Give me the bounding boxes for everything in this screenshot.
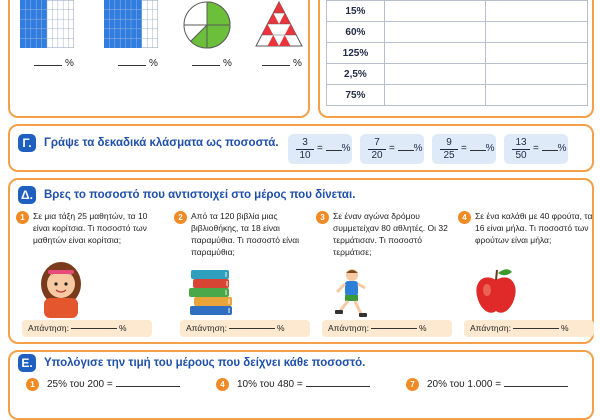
calc-item[interactable] xyxy=(216,378,370,391)
fraction-answer-blank[interactable] xyxy=(398,150,414,151)
calc-text: 25% του 200 = xyxy=(47,379,113,391)
problem-card xyxy=(174,208,310,338)
section-d-title: Βρες το ποσοστό που αντιστοιχεί στο μέρος που δίνεται. xyxy=(44,189,356,201)
section-e-title: Υπολόγισε την τιμή του μέρους που δείχνει κάθε ποσοστό. xyxy=(44,357,366,369)
problem-2-answer[interactable]: Απάντηση: % xyxy=(180,320,310,337)
pie-figure xyxy=(182,0,232,50)
table-row xyxy=(327,43,588,64)
hundred-grid-figure-1 xyxy=(20,0,74,48)
table-cell-answer[interactable] xyxy=(486,43,588,64)
table-row xyxy=(327,1,588,22)
table-cell-percent: 15% xyxy=(327,1,385,22)
problem-number: 4 xyxy=(458,211,471,224)
table-cell-answer[interactable] xyxy=(486,22,588,43)
problem-4-answer[interactable]: Απάντηση: % xyxy=(464,320,594,337)
fraction-item[interactable]: $\frac{13}{50}$ = % xyxy=(504,134,568,164)
calc-item[interactable] xyxy=(406,378,568,391)
table-cell-answer[interactable] xyxy=(486,85,588,106)
table-cell-percent: 125% xyxy=(327,43,385,64)
problem-3-answer[interactable]: Απάντηση: % xyxy=(322,320,452,337)
fraction-numerator: 9 xyxy=(440,137,458,150)
triangle-figure xyxy=(254,0,304,48)
calc-answer-blank[interactable] xyxy=(306,386,370,387)
books-illustration xyxy=(186,270,236,316)
section-e-badge: Ε. xyxy=(18,354,36,372)
table-cell-answer[interactable] xyxy=(486,64,588,85)
apple-illustration xyxy=(474,266,518,316)
section-g-card xyxy=(8,124,594,172)
table-row xyxy=(327,85,588,106)
table-cell-answer[interactable] xyxy=(486,1,588,22)
table-row xyxy=(327,64,588,85)
table-cell-answer[interactable] xyxy=(384,85,486,106)
fraction-denominator: 10 xyxy=(299,150,311,161)
fraction-item[interactable]: $\frac{3}{10}$ = % xyxy=(288,134,352,164)
section-g-title: Γράψε τα δεκαδικά κλάσματα ως ποσοστά. xyxy=(44,137,279,149)
table-cell-answer[interactable] xyxy=(384,64,486,85)
problem-card xyxy=(458,208,594,338)
calc-answer-blank[interactable] xyxy=(504,386,568,387)
problem-text: Σε μια τάξη 25 μαθητών, τα 10 είναι κορίτσια. Τι ποσοστό των μαθητών είναι κορίτσια; xyxy=(33,211,148,245)
table-cell-percent: 75% xyxy=(327,85,385,106)
fraction-answer-blank[interactable] xyxy=(326,150,342,151)
fraction-item[interactable]: $\frac{7}{20}$ = % xyxy=(360,134,424,164)
problem-card xyxy=(316,208,452,338)
problem-text: Σε ένα καλάθι με 40 φρούτα, τα 16 είναι μήλα. Τι ποσοστό των φρούτων είναι μήλα; xyxy=(475,211,593,245)
table-row xyxy=(327,22,588,43)
figure-3-answer[interactable]: % xyxy=(192,58,232,69)
calc-number: 7 xyxy=(406,378,419,391)
calc-text: 20% του 1.000 = xyxy=(427,379,502,391)
calc-item[interactable] xyxy=(26,378,180,391)
table-cell-answer[interactable] xyxy=(384,1,486,22)
problem-text: Σε έναν αγώνα δρόμου συμμετείχαν 80 αθλητές. Οι 32 τερμάτισαν. Τι ποσοστό τερμάτισε; xyxy=(333,211,448,257)
fraction-answer-blank[interactable] xyxy=(542,150,558,151)
problem-1-answer[interactable]: Απάντηση: % xyxy=(22,320,152,337)
girl-illustration xyxy=(36,258,86,318)
fraction-numerator: 7 xyxy=(368,137,386,150)
figure-4-answer[interactable]: % xyxy=(262,58,302,69)
figure-1-answer[interactable]: % xyxy=(34,58,74,69)
fraction-denominator: 50 xyxy=(515,150,527,161)
problem-card xyxy=(16,208,152,338)
fraction-answer-blank[interactable] xyxy=(470,150,486,151)
section-d-card xyxy=(8,178,594,344)
problem-number: 2 xyxy=(174,211,187,224)
calc-number: 1 xyxy=(26,378,39,391)
table-cell-percent: 60% xyxy=(327,22,385,43)
fraction-item[interactable]: $\frac{9}{25}$ = % xyxy=(432,134,496,164)
problem-number: 3 xyxy=(316,211,329,224)
problem-number: 1 xyxy=(16,211,29,224)
problem-text: Από τα 120 βιβλία μιας βιβλιοθήκης, τα 18 είναι παραμύθια. Τι ποσοστό είναι παραμύθια; xyxy=(191,211,300,257)
section-e-card xyxy=(8,350,594,420)
fraction-denominator: 20 xyxy=(371,150,383,161)
fraction-numerator: 3 xyxy=(296,137,314,150)
figures-card xyxy=(8,0,310,118)
hundred-grid-figure-2 xyxy=(104,0,158,48)
section-d-badge: Δ. xyxy=(18,186,36,204)
figure-2-answer[interactable]: % xyxy=(118,58,158,69)
calc-text: 10% του 480 = xyxy=(237,379,303,391)
table-cell-percent: 2,5% xyxy=(327,64,385,85)
calc-answer-blank[interactable] xyxy=(116,386,180,387)
section-g-badge: Γ. xyxy=(18,134,36,152)
fraction-denominator: 25 xyxy=(443,150,455,161)
table-cell-answer[interactable] xyxy=(384,22,486,43)
fraction-numerator: 13 xyxy=(512,137,530,150)
percent-table-card xyxy=(318,0,594,118)
table-cell-answer[interactable] xyxy=(384,43,486,64)
percent-table xyxy=(326,0,588,106)
runner-illustration xyxy=(330,268,370,318)
calc-number: 4 xyxy=(216,378,229,391)
